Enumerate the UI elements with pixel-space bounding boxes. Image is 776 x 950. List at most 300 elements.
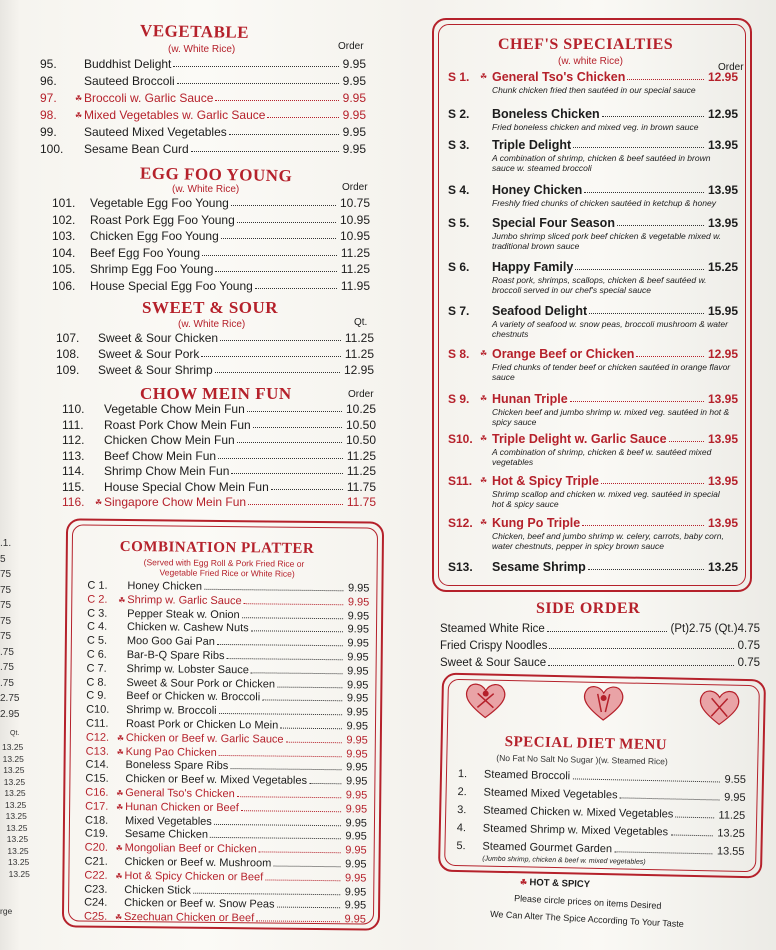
- item-price: 9.95: [346, 706, 369, 719]
- item-name: Hot & Spicy Triple: [492, 474, 599, 488]
- dot-leader: [267, 117, 338, 118]
- item-code: S 4.: [448, 183, 470, 197]
- eggfoo-title: EGG FOO YOUNG: [139, 163, 293, 186]
- vegetable-subtitle: (w. White Rice): [168, 44, 236, 55]
- item-name: Steamed White Rice: [440, 623, 545, 635]
- dot-leader: [237, 796, 342, 798]
- item-description: Jumbo shrimp sliced pork beef chicken & vegetable mixed w. traditional brown sauce: [492, 231, 722, 251]
- item-name: Hot & Spicy Chicken or Beef: [124, 869, 264, 884]
- item-number: C24.: [84, 896, 108, 910]
- item-name: Beef Chow Mein Fun: [104, 448, 217, 463]
- dot-leader: [229, 134, 339, 135]
- item-code: S13.: [448, 560, 473, 574]
- dot-leader: [265, 879, 340, 881]
- dot-leader: [202, 255, 337, 256]
- edge-fragment: 75: [0, 615, 12, 627]
- item-price: 12.95: [707, 70, 738, 84]
- item-price: 9.95: [346, 734, 368, 747]
- item-price: 13.95: [707, 216, 738, 230]
- dot-leader: [218, 458, 343, 459]
- item-number: 5.: [456, 839, 466, 853]
- dot-leader: [547, 631, 667, 632]
- menu-row[interactable]: [40, 91, 366, 106]
- item-description: Chunk chicken fried then sautéed in our special sauce: [492, 85, 696, 95]
- edge-fragment: .75: [0, 662, 14, 673]
- menu-row[interactable]: [40, 108, 366, 123]
- chili-icon: ☘: [480, 394, 488, 403]
- chili-icon: ☘: [116, 788, 124, 798]
- dot-leader: [191, 151, 339, 152]
- item-number: 2.: [457, 785, 467, 799]
- chef-item[interactable]: [448, 138, 738, 178]
- item-description: Freshly fried chunks of chicken sautéed in ketchup & honey: [492, 198, 716, 208]
- edge-fragment: 13.25: [8, 868, 30, 879]
- item-price: 9.95: [344, 913, 367, 926]
- item-number: 104.: [52, 245, 76, 260]
- item-description: Chicken beef and jumbo shrimp w. mixed veg. sautéed in hot & spicy sauce: [492, 407, 730, 427]
- vegetable-col-header: Order: [338, 41, 364, 52]
- item-price: 12.95: [707, 347, 738, 361]
- item-name: Sauteed Mixed Vegetables: [84, 125, 227, 139]
- item-name: Steamed Broccoli: [483, 768, 571, 783]
- dot-leader: [588, 569, 704, 570]
- chef-item[interactable]: [448, 347, 738, 387]
- item-name: Steamed Shrimp w. Mixed Vegetables: [482, 822, 669, 839]
- chef-subtitle: (w. white Rice): [558, 56, 624, 67]
- item-price: 9.95: [345, 816, 368, 830]
- item-description: Shrimp scallop and chicken w. mixed veg. sautéed in special hot & spicy sauce: [492, 489, 720, 509]
- chili-icon: ☘: [480, 72, 488, 81]
- item-price: 9.95: [346, 678, 369, 692]
- sweetsour-col-header: Qt.: [354, 317, 368, 328]
- dot-leader: [217, 644, 343, 646]
- dot-leader: [253, 427, 342, 428]
- dot-leader: [230, 768, 342, 770]
- item-price: 9.95: [344, 899, 367, 912]
- eggfoo-subtitle: (w. White Rice): [172, 184, 240, 195]
- menu-row[interactable]: [52, 262, 370, 277]
- item-price: 9.95: [345, 858, 367, 871]
- item-price: 9.95: [345, 775, 368, 788]
- item-price: 9.95: [347, 596, 370, 609]
- item-name: Bar-B-Q Spare Ribs: [126, 648, 225, 663]
- item-name: Honey Chicken: [492, 183, 583, 197]
- edge-fragment: 13.25: [3, 776, 26, 787]
- item-number: 1.: [457, 767, 468, 781]
- menu-row[interactable]: [52, 213, 370, 228]
- item-number: C 1.: [87, 579, 108, 592]
- dot-leader: [251, 631, 344, 633]
- dot-leader: [219, 755, 342, 757]
- item-name: Fried Crispy Noodles: [440, 640, 548, 652]
- item-price: 15.95: [707, 304, 738, 318]
- item-price: 9.55: [724, 773, 747, 787]
- item-code: S 6.: [448, 260, 470, 274]
- chef-item[interactable]: [448, 392, 738, 432]
- dot-leader: [177, 83, 339, 84]
- chili-icon: ☘: [116, 747, 124, 757]
- edge-fragment: 2.75: [0, 693, 20, 704]
- chef-item[interactable]: [448, 216, 738, 256]
- item-number: C 8.: [86, 676, 107, 689]
- combination-platter-box: [62, 518, 384, 930]
- diet-title: SPECIAL DIET MENU: [504, 733, 668, 754]
- menu-row[interactable]: [40, 57, 366, 72]
- item-number: 101.: [52, 196, 76, 210]
- item-number: 110.: [62, 402, 85, 416]
- item-number: C25.: [83, 910, 108, 923]
- item-number: C23.: [84, 883, 108, 896]
- item-price: 9.95: [345, 844, 367, 857]
- chef-item[interactable]: [448, 560, 738, 600]
- menu-row[interactable]: [52, 196, 370, 211]
- combo-subtitle-2: Vegetable Fried Rice or White Rice): [159, 567, 295, 579]
- item-name: Happy Family: [492, 260, 574, 274]
- item-number: C15.: [85, 772, 109, 785]
- chili-icon: ☘: [480, 476, 488, 485]
- item-price: 9.95: [342, 125, 366, 139]
- dot-leader: [280, 728, 342, 730]
- item-number: 105.: [52, 262, 76, 276]
- chili-icon: ☘: [95, 498, 103, 507]
- item-name: Triple Delight w. Garlic Sauce: [492, 432, 667, 446]
- edge-fragment: 75: [0, 584, 12, 596]
- dot-leader: [271, 489, 343, 490]
- edge-fragment: .1.: [0, 538, 12, 549]
- item-number: C16.: [85, 786, 109, 799]
- item-name: Mixed Vegetables: [124, 814, 212, 828]
- item-name: Chicken or Beef w. Mixed Vegetables: [125, 773, 308, 788]
- menu-row[interactable]: [62, 495, 376, 510]
- item-price: 9.95: [342, 142, 366, 156]
- dot-leader: [589, 313, 704, 314]
- item-code: S11.: [448, 474, 473, 488]
- item-description: Fried chunks of tender beef or chicken sautéed in orange flavor sauce: [492, 362, 731, 382]
- chowmeinfun-col-header: Order: [348, 389, 374, 400]
- item-price: 10.95: [339, 212, 370, 227]
- item-price: (Pt)2.75 (Qt.)4.75: [670, 623, 760, 635]
- menu-row[interactable]: [62, 464, 376, 479]
- chef-item[interactable]: [448, 474, 738, 514]
- item-name: Kung Pao Chicken: [125, 745, 217, 759]
- item-code: S10.: [448, 432, 473, 446]
- item-price: 9.95: [346, 747, 368, 761]
- item-description: A combination of shrimp, chicken & beef w. sautéed mixed vegetables: [492, 447, 712, 467]
- item-price: 15.25: [707, 260, 738, 274]
- item-price: 13.55: [716, 845, 745, 858]
- item-price: 11.25: [344, 347, 374, 361]
- edge-fragment: 13.25: [6, 834, 29, 844]
- item-code: S 3.: [448, 138, 470, 152]
- item-name: Special Four Season: [492, 216, 615, 230]
- dot-leader: [584, 192, 704, 193]
- footer-line-2: We Can Alter The Spice According To Your Taste: [489, 908, 685, 930]
- item-price: 12.95: [343, 363, 374, 377]
- item-number: 106.: [52, 278, 76, 293]
- item-price: 9.95: [342, 91, 366, 105]
- dot-leader: [201, 356, 340, 357]
- item-description: Chicken, beef and jumbo shrimp w. celery, carrots, baby corn, water chestnuts, pepper in spicy brown sauce: [492, 531, 724, 551]
- dot-leader: [309, 783, 342, 784]
- item-price: 9.95: [344, 885, 367, 899]
- item-name: Honey Chicken: [127, 579, 203, 593]
- chili-icon: ☘: [480, 349, 488, 358]
- edge-fragment: rge: [0, 906, 13, 916]
- item-price: 11.75: [346, 479, 376, 494]
- item-name: Chicken or Beef w. Garlic Sauce: [125, 731, 284, 746]
- menu-row[interactable]: [62, 402, 376, 417]
- item-number: 4.: [456, 821, 467, 835]
- edge-fragment: 2.95: [0, 708, 20, 720]
- item-price: 13.95: [707, 432, 738, 446]
- side-title: SIDE ORDER: [536, 600, 641, 617]
- item-number: 113.: [62, 448, 85, 463]
- item-code: S 9.: [448, 392, 470, 406]
- menu-row[interactable]: [40, 142, 366, 157]
- chili-icon: ☘: [519, 877, 530, 888]
- hot-spicy-label: HOT & SPICY: [529, 877, 591, 891]
- item-price: 11.75: [346, 495, 376, 509]
- dot-leader: [214, 824, 341, 826]
- edge-fragment: 75: [0, 569, 12, 580]
- edge-fragment: 13.25: [5, 811, 27, 821]
- item-number: C17.: [85, 800, 109, 813]
- chili-icon: ☘: [118, 595, 126, 605]
- item-price: 13.95: [707, 183, 738, 197]
- menu-row[interactable]: [56, 347, 374, 362]
- chef-item[interactable]: [448, 516, 738, 556]
- item-name: Triple Delight: [492, 138, 572, 152]
- dot-leader: [248, 504, 343, 505]
- chili-icon: ☘: [114, 913, 123, 923]
- item-number: 107.: [56, 331, 80, 345]
- dot-leader: [227, 658, 343, 660]
- menu-row[interactable]: [62, 480, 376, 495]
- item-name: Boneless Spare Ribs: [125, 759, 229, 773]
- item-number: C12.: [85, 731, 110, 744]
- item-number: 111.: [62, 417, 84, 432]
- menu-row[interactable]: [52, 279, 370, 294]
- edge-fragment: Qt.: [10, 730, 20, 737]
- menu-row[interactable]: [40, 125, 366, 140]
- item-price: 11.95: [340, 278, 370, 293]
- edge-fragment: 13.25: [7, 845, 29, 856]
- item-name: Sesame Chicken: [124, 828, 209, 842]
- dot-leader: [251, 672, 343, 674]
- menu-row[interactable]: [52, 246, 370, 261]
- item-price: 9.95: [347, 582, 370, 595]
- menu-row[interactable]: [56, 363, 374, 378]
- item-price: 0.75: [737, 657, 760, 669]
- item-name: Szechuan Chicken or Beef: [123, 911, 255, 925]
- item-name: Shrimp w. Lobster Sauce: [126, 662, 249, 677]
- combo-subtitle-1: (Served with Egg Roll & Pork Fried Rice or: [143, 557, 305, 569]
- item-name: Chicken or Beef w. Mushroom: [124, 855, 272, 870]
- item-price: 10.50: [345, 417, 376, 432]
- combo-title: COMBINATION PLATTER: [119, 538, 315, 557]
- dot-leader: [636, 356, 704, 357]
- item-name: Mongolian Beef or Chicken: [124, 842, 257, 856]
- vegetable-title: VEGETABLE: [139, 21, 250, 42]
- item-name: Buddhist Delight: [84, 57, 172, 71]
- dot-leader: [215, 271, 336, 272]
- edge-fragment: 13.25: [8, 857, 30, 867]
- item-description: A variety of seafood w. snow peas, broccoli mushroom & water chestnuts: [492, 319, 728, 339]
- item-name: Sweet & Sour Pork or Chicken: [126, 676, 276, 691]
- chili-icon: ☘: [115, 871, 123, 881]
- item-price: 10.95: [339, 229, 370, 243]
- item-price: 10.75: [339, 196, 370, 210]
- item-name: Vegetable Chow Mein Fun: [104, 402, 245, 416]
- item-number: C20.: [84, 841, 109, 854]
- item-price: 11.25: [346, 464, 376, 478]
- dot-leader: [273, 866, 341, 868]
- item-price: 0.75: [737, 640, 760, 652]
- side-row[interactable]: [440, 622, 760, 637]
- item-name: Shrimp Chow Mein Fun: [104, 464, 230, 478]
- dot-leader: [620, 797, 720, 800]
- item-number: 97.: [40, 91, 57, 105]
- dot-leader: [549, 648, 733, 649]
- item-price: 9.95: [347, 665, 369, 678]
- dot-leader: [210, 837, 341, 839]
- dot-leader: [247, 411, 342, 412]
- item-price: 13.95: [707, 138, 738, 152]
- dot-leader: [204, 589, 344, 591]
- item-name: General Tso's Chicken: [492, 70, 626, 84]
- item-price: 9.95: [347, 623, 370, 636]
- menu-row[interactable]: [84, 910, 366, 928]
- dot-leader: [669, 441, 704, 442]
- item-name: Broccoli w. Garlic Sauce: [84, 91, 214, 105]
- item-name: Kung Po Triple: [492, 516, 581, 530]
- edge-fragment: 5: [0, 553, 6, 565]
- dot-leader: [572, 778, 720, 782]
- item-number: 102.: [52, 212, 76, 227]
- sweetsour-subtitle: (w. White Rice): [178, 319, 246, 330]
- item-number: C 2.: [87, 593, 108, 606]
- edge-fragment: 13.25: [5, 799, 27, 810]
- dot-leader: [277, 907, 341, 909]
- footer-line-1: Please circle prices on items Desired: [513, 893, 662, 911]
- item-code: S 8.: [448, 347, 470, 361]
- item-name: Moo Goo Gai Pan: [126, 635, 215, 649]
- edge-fragment: .75: [0, 677, 14, 689]
- edge-fragment: 75: [0, 600, 12, 611]
- item-price: 11.25: [346, 448, 376, 463]
- dot-leader: [219, 713, 343, 715]
- item-price: 13.95: [707, 392, 738, 406]
- dot-leader: [570, 401, 704, 402]
- dot-leader: [277, 686, 343, 688]
- item-price: 9.95: [347, 651, 369, 664]
- chef-item[interactable]: [448, 432, 738, 472]
- menu-row[interactable]: [52, 229, 370, 244]
- item-price: 9.95: [345, 830, 367, 843]
- item-price: 9.95: [342, 108, 366, 122]
- item-number: C18.: [84, 814, 109, 827]
- item-price: 11.25: [344, 331, 374, 345]
- item-number: 100.: [40, 142, 64, 156]
- edge-fragment: 13.25: [2, 753, 24, 764]
- dot-leader: [193, 892, 341, 895]
- chili-icon: ☘: [115, 844, 123, 854]
- item-code: S12.: [448, 516, 473, 530]
- item-price: 9.95: [342, 74, 366, 88]
- dot-leader: [241, 810, 342, 812]
- dot-leader: [242, 617, 344, 619]
- item-name: Beef or Chicken w. Broccoli: [126, 690, 261, 704]
- item-description: A combination of shrimp, chicken & beef sautéed in brown sauce w. steamed broccoli: [492, 153, 711, 173]
- menu-row[interactable]: [62, 449, 376, 464]
- item-price: 9.95: [342, 57, 366, 71]
- item-number: C 6.: [86, 648, 107, 661]
- chili-icon: ☘: [75, 94, 83, 103]
- heart-icon: [463, 681, 508, 720]
- chef-item[interactable]: [448, 260, 738, 300]
- chef-item[interactable]: [448, 304, 738, 344]
- item-number: C 7.: [86, 662, 107, 675]
- sweetsour-title: SWEET & SOUR: [142, 298, 279, 317]
- item-code: S 2.: [448, 107, 470, 121]
- edge-fragment: 13.25: [6, 822, 28, 833]
- menu-row[interactable]: [40, 74, 366, 89]
- dot-leader: [237, 442, 342, 443]
- item-name: Chicken w. Cashew Nuts: [126, 621, 249, 635]
- item-name: General Tso's Chicken: [125, 786, 235, 801]
- item-number: C14.: [85, 758, 109, 772]
- item-number: 103.: [52, 229, 76, 243]
- dot-leader: [244, 603, 344, 605]
- dot-leader: [548, 665, 733, 666]
- item-name: House Special Egg Foo Young: [90, 278, 253, 293]
- menu-row[interactable]: [62, 433, 376, 448]
- item-price: 11.25: [340, 262, 370, 276]
- menu-row[interactable]: [62, 418, 376, 433]
- dot-leader: [582, 525, 704, 526]
- item-number: 99.: [40, 125, 57, 139]
- dot-leader: [173, 66, 338, 67]
- item-code: S 5.: [448, 216, 470, 230]
- item-name: Steamed Gourmet Garden: [482, 840, 613, 856]
- item-name: Shrimp w. Garlic Sauce: [127, 593, 242, 607]
- item-name: Beef Egg Foo Young: [90, 245, 201, 260]
- item-number: C11.: [85, 717, 109, 730]
- chef-item[interactable]: [448, 70, 738, 110]
- item-name: House Special Chow Mein Fun: [104, 479, 269, 494]
- item-name: Singapore Chow Mein Fun: [104, 495, 247, 509]
- item-name: Orange Beef or Chicken: [492, 347, 635, 361]
- item-number: 95.: [40, 57, 57, 71]
- item-number: C 9.: [86, 689, 107, 703]
- item-name: Vegetable Egg Foo Young: [90, 196, 229, 210]
- side-row[interactable]: [440, 639, 760, 654]
- item-price: 9.95: [347, 637, 369, 650]
- dot-leader: [602, 116, 704, 117]
- item-name: Steamed Mixed Vegetables: [483, 786, 618, 802]
- item-name: Hunan Chicken or Beef: [125, 800, 239, 814]
- item-number: C13.: [85, 745, 110, 758]
- dot-leader: [286, 741, 343, 743]
- side-row[interactable]: [440, 656, 760, 671]
- item-price: 10.25: [345, 402, 376, 416]
- item-price: 9.95: [345, 789, 368, 802]
- dot-leader: [231, 473, 342, 474]
- menu-row[interactable]: [56, 331, 374, 346]
- hot-spicy-legend: [520, 877, 590, 890]
- dot-leader: [575, 269, 704, 270]
- item-name: Steamed Chicken w. Mixed Vegetables: [483, 804, 674, 821]
